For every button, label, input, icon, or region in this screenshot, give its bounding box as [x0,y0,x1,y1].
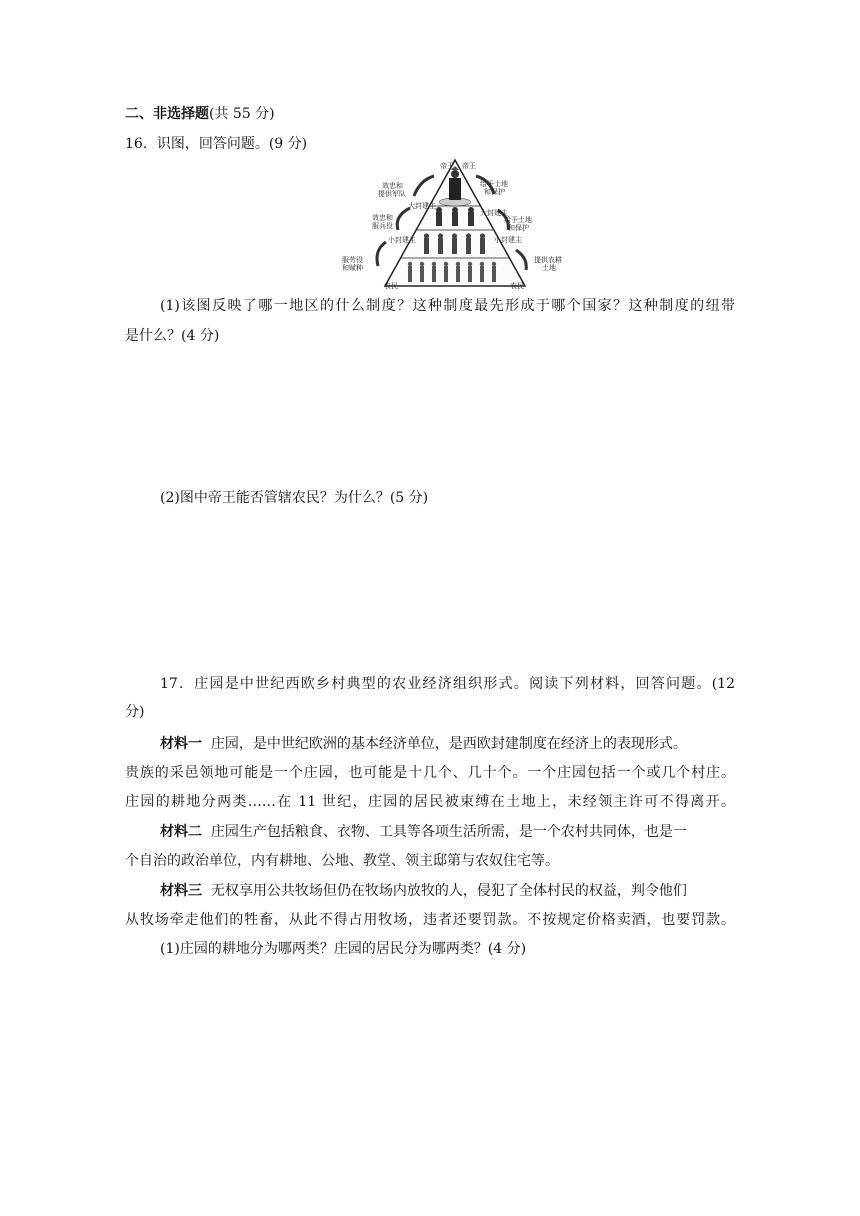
label-duty2-a: 效忠和 [372,214,393,222]
label-small-left: 小封建主 [388,236,416,244]
label-peasant-left: 农民 [384,282,398,290]
label-great-left: 大封建主 [408,202,436,210]
section-heading [125,104,275,124]
material2-label: 材料二 [160,824,202,840]
label-top-right: 帝王 [462,162,476,170]
label-grant3-b: 土地 [542,264,556,272]
q16-sub1-line1: (1)该图反映了哪一地区的什么制度？这种制度最先形成于哪个国家？这种制度的纽带 [160,298,735,314]
q16-sub1-line2: 是什么？(4 分) [125,328,220,344]
label-grant3-a: 提供农耕 [534,256,562,264]
q17-stem-line2: 分) [125,704,145,720]
label-duty3-a: 服劳役 [342,256,363,264]
label-duty1-b: 提供军队 [378,190,406,198]
label-great-right: 大封建主 [480,209,508,217]
material3-label: 材料三 [160,883,202,899]
q16-stem: 16．识图，回答问题。(9 分) [125,136,308,152]
section-title: 二、非选择题 [125,106,209,122]
material1-text: 庄园，是中世纪欧洲的基本经济单位，是西欧封建制度在经济上的表现形式。 [210,736,687,752]
q17-material3-line2: 从牧场牵走他们的牲畜，从此不得占用牧场，违者还要罚款。不按规定价格卖酒，也要罚款。 [125,912,735,928]
section-points: (共 55 分) [209,106,275,122]
material3-text: 无权享用公共牧场但仍在牧场内放牧的人，侵犯了全体村民的权益，判令他们 [210,883,687,899]
q17-material1-line2: 贵族的采邑领地可能是一个庄园，也可能是十几个、几十个。一个庄园包括一个或几个村庄。 [125,765,735,781]
label-grant1-a: 给予土地 [480,180,508,188]
label-duty1-a: 效忠和 [382,182,403,190]
label-grant1-b: 和保护 [484,188,505,196]
q16-sub2: (2)图中帝王能否管辖农民？为什么？(5 分) [160,490,429,506]
label-grant2-a: 给予土地 [504,216,532,224]
label-grant2-b: 和保护 [508,224,529,232]
material2-text: 庄园生产包括粮食、衣物、工具等各项生活所需，是一个农村共同体，也是一 [210,824,687,840]
great-lords-figures-icon [436,207,474,226]
label-duty3-b: 和赋种 [342,264,363,272]
q17-material1-line3: 庄园的耕地分两类……在 11 世纪，庄园的居民被束缚在土地上，未经领主许可不得离开。 [125,794,735,810]
label-duty2-b: 服兵役 [372,222,393,230]
arrow-up-icon-3 [414,176,434,196]
q17-stem-line1: 17．庄园是中世纪西欧乡村典型的农业经济组织形式。阅读下列材料，回答问题。(12 [160,676,735,692]
arrow-up-icon-2 [397,208,410,230]
label-small-right: 小封建主 [494,236,522,244]
q17-material1-line1 [160,734,735,754]
material1-label: 材料一 [160,736,202,752]
label-peasant-right: 农民 [510,282,524,290]
q17-material2-line2: 个自治的政治单位，内有耕地、公地、教堂、领主邸第与农奴住宅等。 [125,853,559,869]
label-top-left: 帝王 [440,162,454,170]
arrow-up-icon-1 [377,242,386,266]
feudal-hierarchy-figure [338,158,572,290]
q17-sub1: (1)庄园的耕地分为哪两类？庄园的居民分为哪两类？(4 分) [160,941,527,957]
arrow-down-icon-3 [516,250,526,270]
q17-material2-line1 [160,822,735,842]
q17-material3-line1 [160,881,735,901]
